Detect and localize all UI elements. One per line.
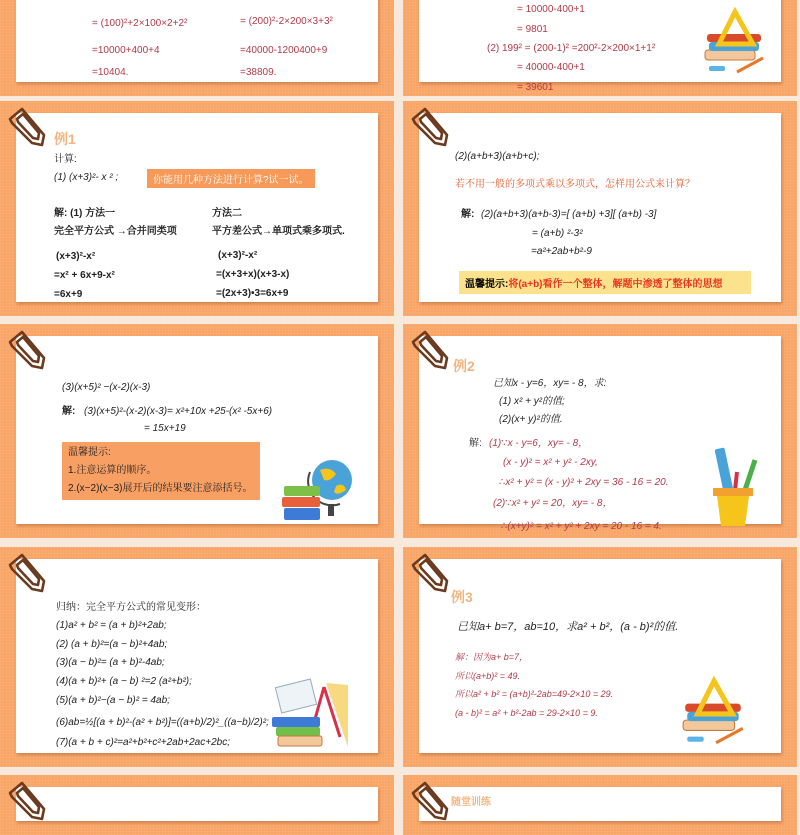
books-compass-icon xyxy=(268,677,354,753)
solution-step: =a²+2ab+b²-9 xyxy=(531,246,592,257)
solution-step: (2)(a+b+3)(a+b-3)=[ (a+b) +3][ (a+b) -3] xyxy=(481,209,657,220)
slide-example-2 xyxy=(403,324,797,538)
solution-step: = (a+b) ²-3² xyxy=(532,228,583,239)
books-triangle-icon xyxy=(701,10,769,80)
tip-label: 温馨提示: xyxy=(465,279,509,290)
tip-box xyxy=(62,442,260,500)
calc-line: =10404. xyxy=(92,67,129,78)
prompt-label: 计算: xyxy=(54,154,77,165)
slide-card xyxy=(16,113,378,302)
solution-step: (3)(x+5)²-(x-2)(x-3)= x²+10x +25-(x² -5x+6) xyxy=(84,406,273,417)
slide-title: 例3 xyxy=(451,589,473,605)
slide-card xyxy=(419,559,781,753)
paperclip-icon xyxy=(4,328,48,370)
pencil-cup-icon xyxy=(709,444,761,528)
question-1: (1) x² + y²的值; xyxy=(499,396,565,407)
method2-step: (x+3)²-x² xyxy=(218,250,258,261)
formula-item: (2) (a + b)²=(a − b)²+4ab; xyxy=(56,639,168,650)
calc-line: =40000-1200400+9 xyxy=(240,45,328,56)
paperclip-icon xyxy=(4,779,48,821)
paperclip-icon xyxy=(407,328,451,370)
slide-9 xyxy=(0,775,394,835)
calc-line: =10000+400+4 xyxy=(92,45,160,56)
solution-step: ∴x² + y² = (x - y)² + 2xy = 36 - 16 = 20. xyxy=(499,477,669,488)
slide-card xyxy=(16,787,378,821)
formula-item: (3)(a − b)²= (a + b)²-4ab; xyxy=(56,657,165,668)
tip-item: 1.注意运算的顺序。 xyxy=(68,465,157,476)
slide-example-1-part-2 xyxy=(403,101,797,316)
tip-banner xyxy=(459,271,751,294)
solution-label: 解: xyxy=(469,438,482,449)
problem-text: (1) (x+3)²- x ² ; xyxy=(54,172,119,183)
slide-card xyxy=(419,113,781,302)
calc-line: = 40000-400+1 xyxy=(517,62,585,73)
summary-heading: 归纳：完全平方公式的常见变形： xyxy=(56,602,206,613)
paperclip-icon xyxy=(407,551,451,593)
calc-line: = 39601 xyxy=(517,82,554,93)
solution-step: (x - y)² = x² + y² - 2xy, xyxy=(503,457,598,468)
calc-line: (2) 199² = (200-1)² =200²-2×200×1+1² xyxy=(487,43,656,54)
method1-step: =x² + 6x+9-x² xyxy=(54,270,115,281)
calc-line: =38809. xyxy=(240,67,277,78)
solution-label: 解: xyxy=(62,406,76,417)
method2-step: =(2x+3)•3=6x+9 xyxy=(216,288,289,299)
paperclip-icon xyxy=(4,551,48,593)
solution-step: 所以a² + b² = (a+b)²-2ab=49-2×10 = 29. xyxy=(455,689,614,699)
method1-desc: 完全平方公式 →合并同类项 xyxy=(54,226,177,237)
slide-card xyxy=(419,336,781,532)
globe-books-icon xyxy=(280,456,356,528)
solution-label: 解: xyxy=(461,209,475,220)
slide-card xyxy=(16,336,378,524)
solution-step: 所以(a+b)² = 49. xyxy=(455,671,521,681)
given-text: 已知x - y=6，xy= - 8，求: xyxy=(493,378,607,389)
slide-example-1 xyxy=(0,101,394,316)
solution-step: (2)∵x² + y² = 20，xy= - 8， xyxy=(493,498,613,509)
slide-title: 例2 xyxy=(453,358,475,374)
tip-text: 将(a+b)看作一个整体，解题中渗透了整体的思想 xyxy=(508,279,723,290)
calc-line: = 10000-400+1 xyxy=(517,4,585,15)
problem-text: (2)(a+b+3)(a+b+c); xyxy=(455,151,540,162)
question-2: (2)(x+ y)²的值. xyxy=(499,414,563,425)
hint-badge: 你能用几种方法进行计算?试一试。 xyxy=(147,169,315,188)
calc-line: = (100)²+2×100×2+2² xyxy=(92,18,188,29)
slide-2 xyxy=(403,0,797,96)
method2-desc: 平方差公式→单项式乘多项式. xyxy=(212,226,345,237)
solution-step: (1)∵x - y=6，xy= - 8， xyxy=(489,438,589,449)
slide-card xyxy=(16,559,378,753)
solution-step: = 15x+19 xyxy=(144,423,186,434)
method1-heading: 解: (1) 方法一 xyxy=(54,208,116,219)
solution-step: 解：因为a+ b=7， xyxy=(455,652,529,662)
method1-step: (x+3)²-x² xyxy=(56,251,96,262)
calc-line: = 9801 xyxy=(517,24,548,35)
problem-text: 已知a+ b=7，ab=10，求a² + b²，(a - b)²的值. xyxy=(457,621,679,633)
slide-title: 例1 xyxy=(54,131,76,147)
paperclip-icon xyxy=(407,105,451,147)
slide-card xyxy=(419,787,781,821)
method2-heading: 方法二 xyxy=(212,208,242,219)
paperclip-icon xyxy=(4,105,48,147)
slide-10 xyxy=(403,775,797,835)
tip-item: 2.(x−2)(x−3)展开后的结果要注意添括号。 xyxy=(68,483,253,494)
formula-item: (1)a² + b² = (a + b)²+2ab; xyxy=(56,620,167,631)
method2-step: =(x+3+x)(x+3-x) xyxy=(216,269,290,280)
slide-example-3 xyxy=(403,547,797,767)
slide-card xyxy=(16,0,378,82)
solution-step: ∴(x+y)² = x² + y² + 2xy = 20 - 16 = 4. xyxy=(501,521,662,532)
calc-line: = (200)²-2×200×3+3² xyxy=(240,16,333,27)
paperclip-icon xyxy=(407,779,451,821)
problem-text: (3)(x+5)² −(x-2)(x-3) xyxy=(62,382,151,393)
slide-title: 随堂训练 xyxy=(451,797,491,808)
method1-step: =6x+9 xyxy=(54,289,83,300)
slide-1 xyxy=(0,0,394,96)
formula-item: (5)(a + b)²−(a − b)² = 4ab; xyxy=(56,695,170,706)
slide-card xyxy=(419,0,781,93)
books-triangle-icon xyxy=(677,679,751,751)
formula-item: (4)(a + b)²+ (a − b) ²=2 (a²+b²); xyxy=(56,676,192,687)
formula-item: (6)ab=½[(a + b)²-(a² + b²)]=((a+b)/2)²_((a−b)/2)²; xyxy=(56,717,269,728)
slide-summary xyxy=(0,547,394,767)
formula-item: (7)(a + b + c)²=a²+b²+c²+2ab+2ac+2bc; xyxy=(56,737,230,748)
tip-heading: 温馨提示: xyxy=(68,447,111,458)
slide-example-1-part-3 xyxy=(0,324,394,538)
solution-step: (a - b)² = a² + b²-2ab = 29-2×10 = 9. xyxy=(455,708,598,718)
question-text: 若不用一般的多项式乘以多项式，怎样用公式来计算？ xyxy=(455,179,695,190)
